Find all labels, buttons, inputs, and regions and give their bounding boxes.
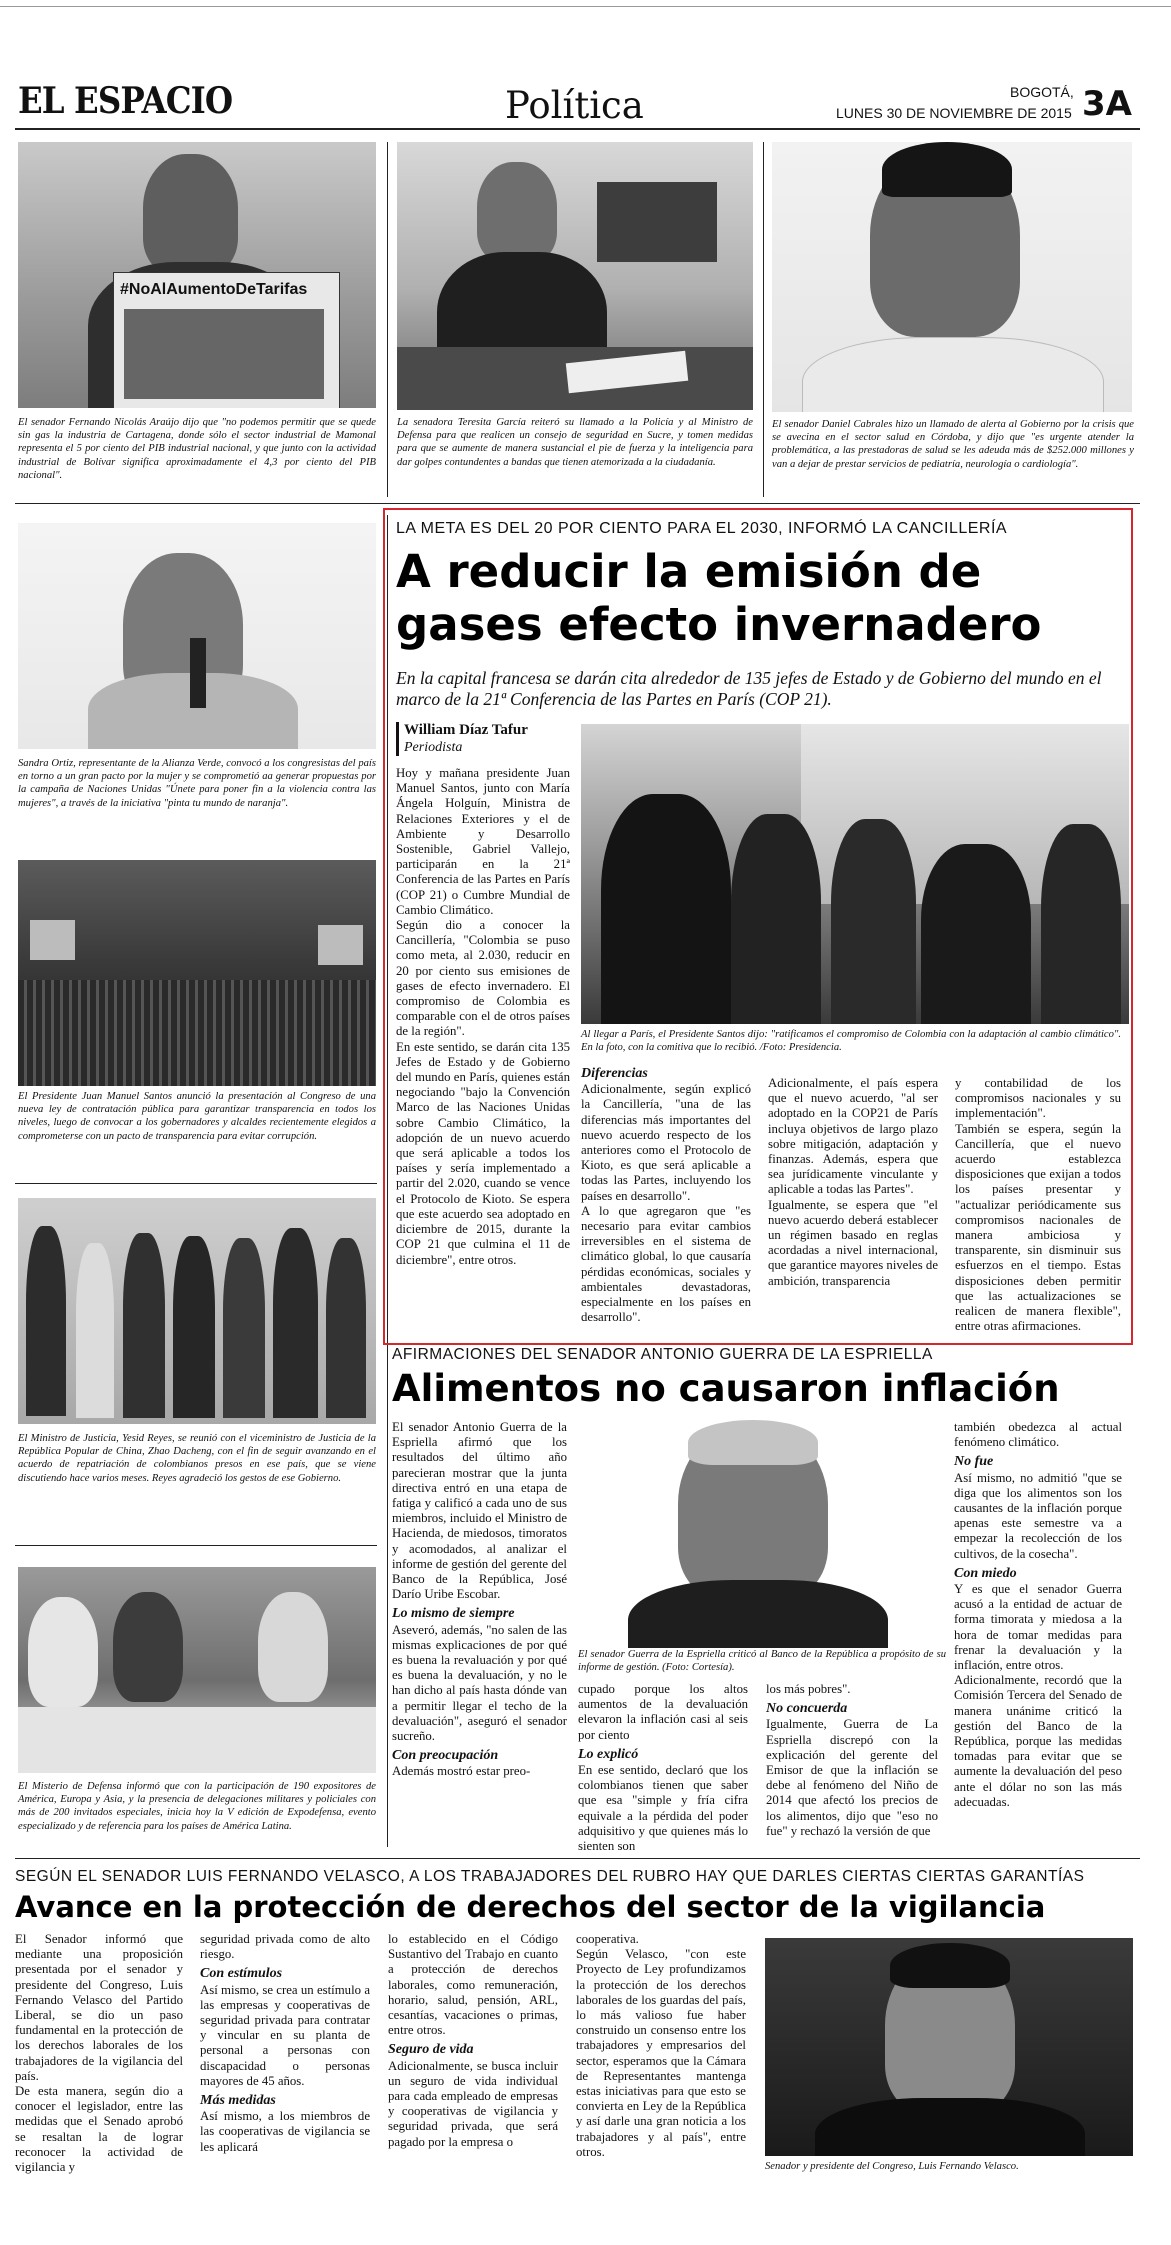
article3-col4: cooperativa. Según Velasco, "con este Proyecto de Ley profundizamos la protección de los derechos laborales de los guardas del país, lo más valioso fue haber construido un consenso entre los trabajadores y empresarios del sector, esperamos que la Cámara de Representantes mantenga estas iniciativas para que esto se convierta en Ley de la República y así darle una gran noticia a los trabajadores y al país", entre otros. — [576, 1932, 746, 2159]
subhead-no-concuerda: No concuerda — [766, 1701, 848, 1717]
photo-garcia — [397, 142, 753, 410]
byline-bar — [396, 722, 399, 756]
caption-garcia: La senadora Teresita García reiteró su llamado a la Policía y al Ministro de Defensa para que realicen un consejo de seguridad en Sucre, y tomen medidas para que se aumente de manera sustancial el pie de fuerza y la inteligencia para dar golpes contundentes a bandas que tienen atemorizada a la ciudadanía. — [397, 417, 753, 468]
caption-santos-congress: El Presidente Juan Manuel Santos anunció la presentación al Congreso de una nueva ley de contratación pública para garantizar transparencia en todos los niveles, luego de convocar a los gobernadores y alcaldes recientemente elegidos a comprometerse con un pacto de transparencia para evitar corrupción. — [18, 1091, 376, 1142]
brand-logo: EL ESPACIO — [18, 80, 233, 122]
article2-headline: Alimentos no causaron inflación — [392, 1367, 1060, 1410]
caption-santos-paris: Al llegar a París, el Presidente Santos dijo: "ratificamos el compromiso de Colombia con la adaptación al cambio climático". En la foto, con la comitiva que lo recibió. /Foto: Presidencia. — [581, 1029, 1121, 1054]
photo-velasco — [765, 1938, 1133, 2156]
article3-col1: El Senador informó que mediante una proposición presentada por el senador y presidente del Congreso, Luis Fernando Velasco del Partido Liberal, se dio un paso fundamental en la protección de los derechos laborales de los trabajadores de la vigilancia del país. De esta manera, según dio a conocer el legislador, entre las medidas que el Senado aprobó se resaltan la de lograr reconocer la actividad de vigilancia y — [15, 1932, 183, 2175]
article1-col3: Adicionalmente, el país espera que el nuevo acuerdo, "al ser adoptado en la COP21 de París incluya objetivos de largo plazo sobre mitigación, adaptación y finanzas. Además, espera que sea jurídicamente vinculante y aplicable a todas las Partes". Igualmente, se espera que "el nuevo acuerdo deberá establecer un régimen basado en reglas acordadas a nivel internacional, que garantice mayores niveles de ambición, transparencia — [768, 1076, 938, 1288]
top-edge-rule — [0, 6, 1171, 7]
article1-col4: y contabilidad de los compromisos nacionales y su implementación". También se espera, según la Cancillería, que el nuevo acuerdo establezca disposiciones que exijan a todos los países presentar y "actualizar periódicamente sus compromisos nacionales de manera ambiciosa y transparente, sin disminuir sus esfuerzos en el tiempo. Estas disposiciones deben permitir que las actualizaciones se realicen de manera flexible", entre otras afirmaciones. — [955, 1076, 1121, 1334]
row-rule — [15, 503, 1140, 504]
subhead-no-fue: No fue — [954, 1454, 994, 1470]
photo-araujo — [18, 142, 376, 408]
subhead-lo-mismo: Lo mismo de siempre — [392, 1606, 515, 1622]
article1-lead: En la capital francesa se darán cita alrededor de 135 jefes de Estado y de Gobierno del mundo en el marco de la 21ª Conferencia de las Partes en París (COP 21). — [396, 668, 1102, 709]
masthead-rule — [15, 128, 1140, 130]
photo-reyes-china — [18, 1198, 376, 1424]
article3-col3: lo establecido en el Código Sustantivo del Trabajo en cuanto a protección de derechos laborales, como remuneración, horario, salud, pensión, ARL, cesantías, vacaciones o primas, entre otros. Seguro de vida Adicionalmente, se busca incluir un seguro de vida individual para cada empleado de empresas y cooperativas de vigilancia y seguridad privada, que será pagado por la empresa o — [388, 1932, 558, 2149]
caption-expodefensa: El Misterio de Defensa informó que con la participación de 190 expositores de América, Europa y Asia, y la presencia de delegaciones militares y policiales con más de 200 invitados especiales, inicia hoy la V edición de Expodefensa, evento especializado y de referencia para los países de América Latina. — [18, 1781, 376, 1832]
caption-cabrales: El senador Daniel Cabrales hizo un llamado de alerta al Gobierno por la crisis que se avecina en el sector salud en Córdoba, y dijo que "es urgente atender la problemática, a las prestadoras de salud se les adeuda más de $252.000 millones y van a dejar de prestar servicios de pediatría, neurología o cardiología". — [772, 419, 1134, 470]
dateline-date: LUNES 30 DE NOVIEMBRE DE 2015 — [836, 105, 1072, 121]
subhead-mas-medidas: Más medidas — [200, 2093, 276, 2109]
article1-author-role: Periodista — [404, 740, 463, 755]
photo-santos-paris — [581, 724, 1129, 1024]
photo-guerra — [578, 1420, 943, 1648]
article2-col1: El senador Antonio Guerra de la Espriella afirmó que los resultados del último año parecieran mostrar que la junta directiva entró en una etapa de fatiga y calificó a cada uno de sus miembros, incluido el Ministro de Hacienda, de miedosos, timoratos y acomodados, al analizar el informe de gestión del gerente del Banco de la República, José Darío Uribe Escobar. Lo mismo de siempre Aseveró, además, "no salen de las mismas explicaciones de por qué es buena la revaluación y por qué es buena la devaluación, y no le han dicho al país hasta dónde van a permitir llegar el techo de la devaluación", aseguró el senador sucreño. Con preocupación Además mostró estar preo- — [392, 1420, 567, 1779]
photo-ortiz — [18, 523, 376, 749]
subhead-estimulos: Con estímulos — [200, 1966, 283, 1982]
article2-kicker: AFIRMACIONES DEL SENADOR ANTONIO GUERRA DE LA ESPRIELLA — [392, 1346, 933, 1363]
article2-col3: los más pobres". No concuerda Igualmente, Guerra de La Espriella discrepó con la explicación del gerente del Emisor de que la inflación se debe al fenómeno del Niño de 2014 que afectó los precios de los alimentos, dijo que "eso no fue" y rechazó la versión de que — [766, 1682, 938, 1838]
article3-headline: Avance en la protección de derechos del sector de la vigilancia — [15, 1890, 1046, 1924]
article1-kicker: LA META ES DEL 20 POR CIENTO PARA EL 2030, INFORMÓ LA CANCILLERÍA — [396, 520, 1008, 537]
caption-ortiz: Sandra Ortiz, representante de la Alianza Verde, convocó a los congresistas del país en torno a un gran pacto por la mujer y se comprometió aa generar propuestas por la campaña de Naciones Unidas "Únete para poner fin a la violencia contra las mujeres", a través de la iniciativa "pinta tu mundo de naranja". — [18, 758, 376, 809]
article1-headline-line2: gases efecto invernadero — [396, 598, 1042, 651]
photo-expodefensa — [18, 1567, 376, 1773]
subhead-diferencias: Diferencias — [581, 1066, 648, 1081]
dateline-city: BOGOTÁ, — [1010, 84, 1074, 100]
article3-col2: seguridad privada como de alto riesgo. Con estímulos Así mismo, se crea un estímulo a las empresas y cooperativas de seguridad privada para contratar y vincular en su planta de personal a personas con discapacidad o personas mayores de 45 años. Más medidas Así mismo, a los miembros de las cooperativas de vigilancia se les aplicará — [200, 1932, 370, 2154]
subhead-lo-explico: Lo explicó — [578, 1746, 639, 1762]
protest-sign — [113, 272, 340, 408]
col-divider — [387, 142, 388, 497]
caption-velasco: Senador y presidente del Congreso, Luis Fernando Velasco. — [765, 2161, 1019, 2172]
subhead-seguro-vida: Seguro de vida — [388, 2042, 474, 2058]
article1-author: William Díaz Tafur — [404, 722, 528, 738]
article1-col2: Diferencias Adicionalmente, según explicó la Cancillería, "una de las diferencias más importantes del nuevo acuerdo respecto de los anteriores como el Protocolo de Kioto, es que será aplicable a todas las Partes, incluyendo los países en desarrollo". A lo que agregaron que "es necesario para evitar cambios irreversibles en el sistema de climático global, lo que causaría pérdidas económicas, sociales y ambientales devastadoras, especialmente en los países en desarrollo". — [581, 1066, 751, 1325]
photo-cabrales — [772, 142, 1132, 412]
article2-col4: también obedezca al actual fenómeno climático. No fue Así mismo, no admitió "que se diga que los alimentos son los causantes de la inflación porque apenas este semestre va a empezar la recolección de los cultivos, de la cosecha". Con miedo Y es que el senador Guerra acusó a la entidad de actuar de forma timorata y miedosa a la hora de tomar medidas para frenar la devaluación y la inflación, entre otros. Adicionalmente, recordó que la Comisión Tercera del Senado de manera unánime criticó la gestión del Banco de la República, porque las medidas tomadas para evitar que se aumente la devaluación del peso ante el dólar no son las más adecuadas. — [954, 1420, 1122, 1809]
col-divider — [763, 142, 764, 497]
row-rule — [15, 1858, 1140, 1859]
caption-guerra: El senador Guerra de la Espriella criticó al Banco de la República a propósito de su informe de gestión. (Foto: Cortesía). — [578, 1649, 946, 1674]
protest-sign-text: #NoAlAumentoDeTarifas — [120, 281, 308, 298]
subhead-preocupacion: Con preocupación — [392, 1748, 499, 1764]
caption-araujo: El senador Fernando Nicolás Araújo dijo que "no podemos permitir que se quede sin gas la industria de Cartagena, donde sólo el sector industrial de Mamonal representa el 5 por ciento del PIB industrial nacional, y que junto con la actividad industrial de Bolívar significa aproximadamente el 4,3 por ciento del PIB nacional". — [18, 417, 376, 481]
caption-reyes-china: El Ministro de Justicia, Yesid Reyes, se reunió con el viceministro de Justicia de la República Popular de China, Zhao Dacheng, con el fin de seguir avanzando en el acuerdo de repatriación de colombianos presos en ese país, que se viene discutiendo hace varios meses. Reyes agradeció los gestos de ese Gobierno. — [18, 1433, 376, 1484]
page-number: 3A — [1082, 84, 1132, 124]
article1-col1: Hoy y mañana presidente Juan Manuel Santos, junto con María Ángela Holguín, Ministra de Relaciones Exteriores y el de Ambiente y Desarrollo Sostenible, Gabriel Vallejo, participarán en la 21ª Conferencia de las Partes en París (COP 21) o Cumbre Mundial de Cambio Climático. Según dio a conocer la Cancillería, "Colombia se puso como meta, al 2.030, reducir en 20 por ciento sus emisiones de gases de efecto invernadero. El compromiso de Colombia es comparable con el de otros países de la región". En este sentido, se darán cita 135 Jefes de Estado y de Gobierno del mundo en París, quienes están negociando "bajo la Convención Marco de las Naciones Unidas sobre Cambio Climático, la adopción de un nuevo acuerdo que será aplicable a todos los países y sería implementado a partir del 2.020, cuando se vence el Protocolo de Kioto. Se espera que este acuerdo sea adoptado en diciembre de 2015, durante la COP 21 que culmina el 11 de diciembre", entre otros. — [396, 766, 570, 1267]
article3-kicker: SEGÚN EL SENADOR LUIS FERNANDO VELASCO, A LOS TRABAJADORES DEL RUBRO HAY QUE DARLES CIERTAS CIERTAS GARANTÍAS — [15, 1868, 1085, 1885]
article1-headline-line1: A reducir la emisión de — [396, 545, 982, 598]
row-rule — [15, 1183, 377, 1184]
subhead-con-miedo: Con miedo — [954, 1565, 1017, 1581]
photo-santos-congress — [18, 860, 376, 1086]
row-rule — [15, 1545, 377, 1546]
article2-col2: cupado porque los altos aumentos de la devaluación elevaron la inflación casi al seis por ciento Lo explicó En ese sentido, declaró que los colombianos tienen que saber que esa "simple y fría cifra equivale a la pérdida del poder adquisitivo y que quienes más lo sienten son — [578, 1682, 748, 1854]
section-title: Política — [505, 84, 644, 127]
